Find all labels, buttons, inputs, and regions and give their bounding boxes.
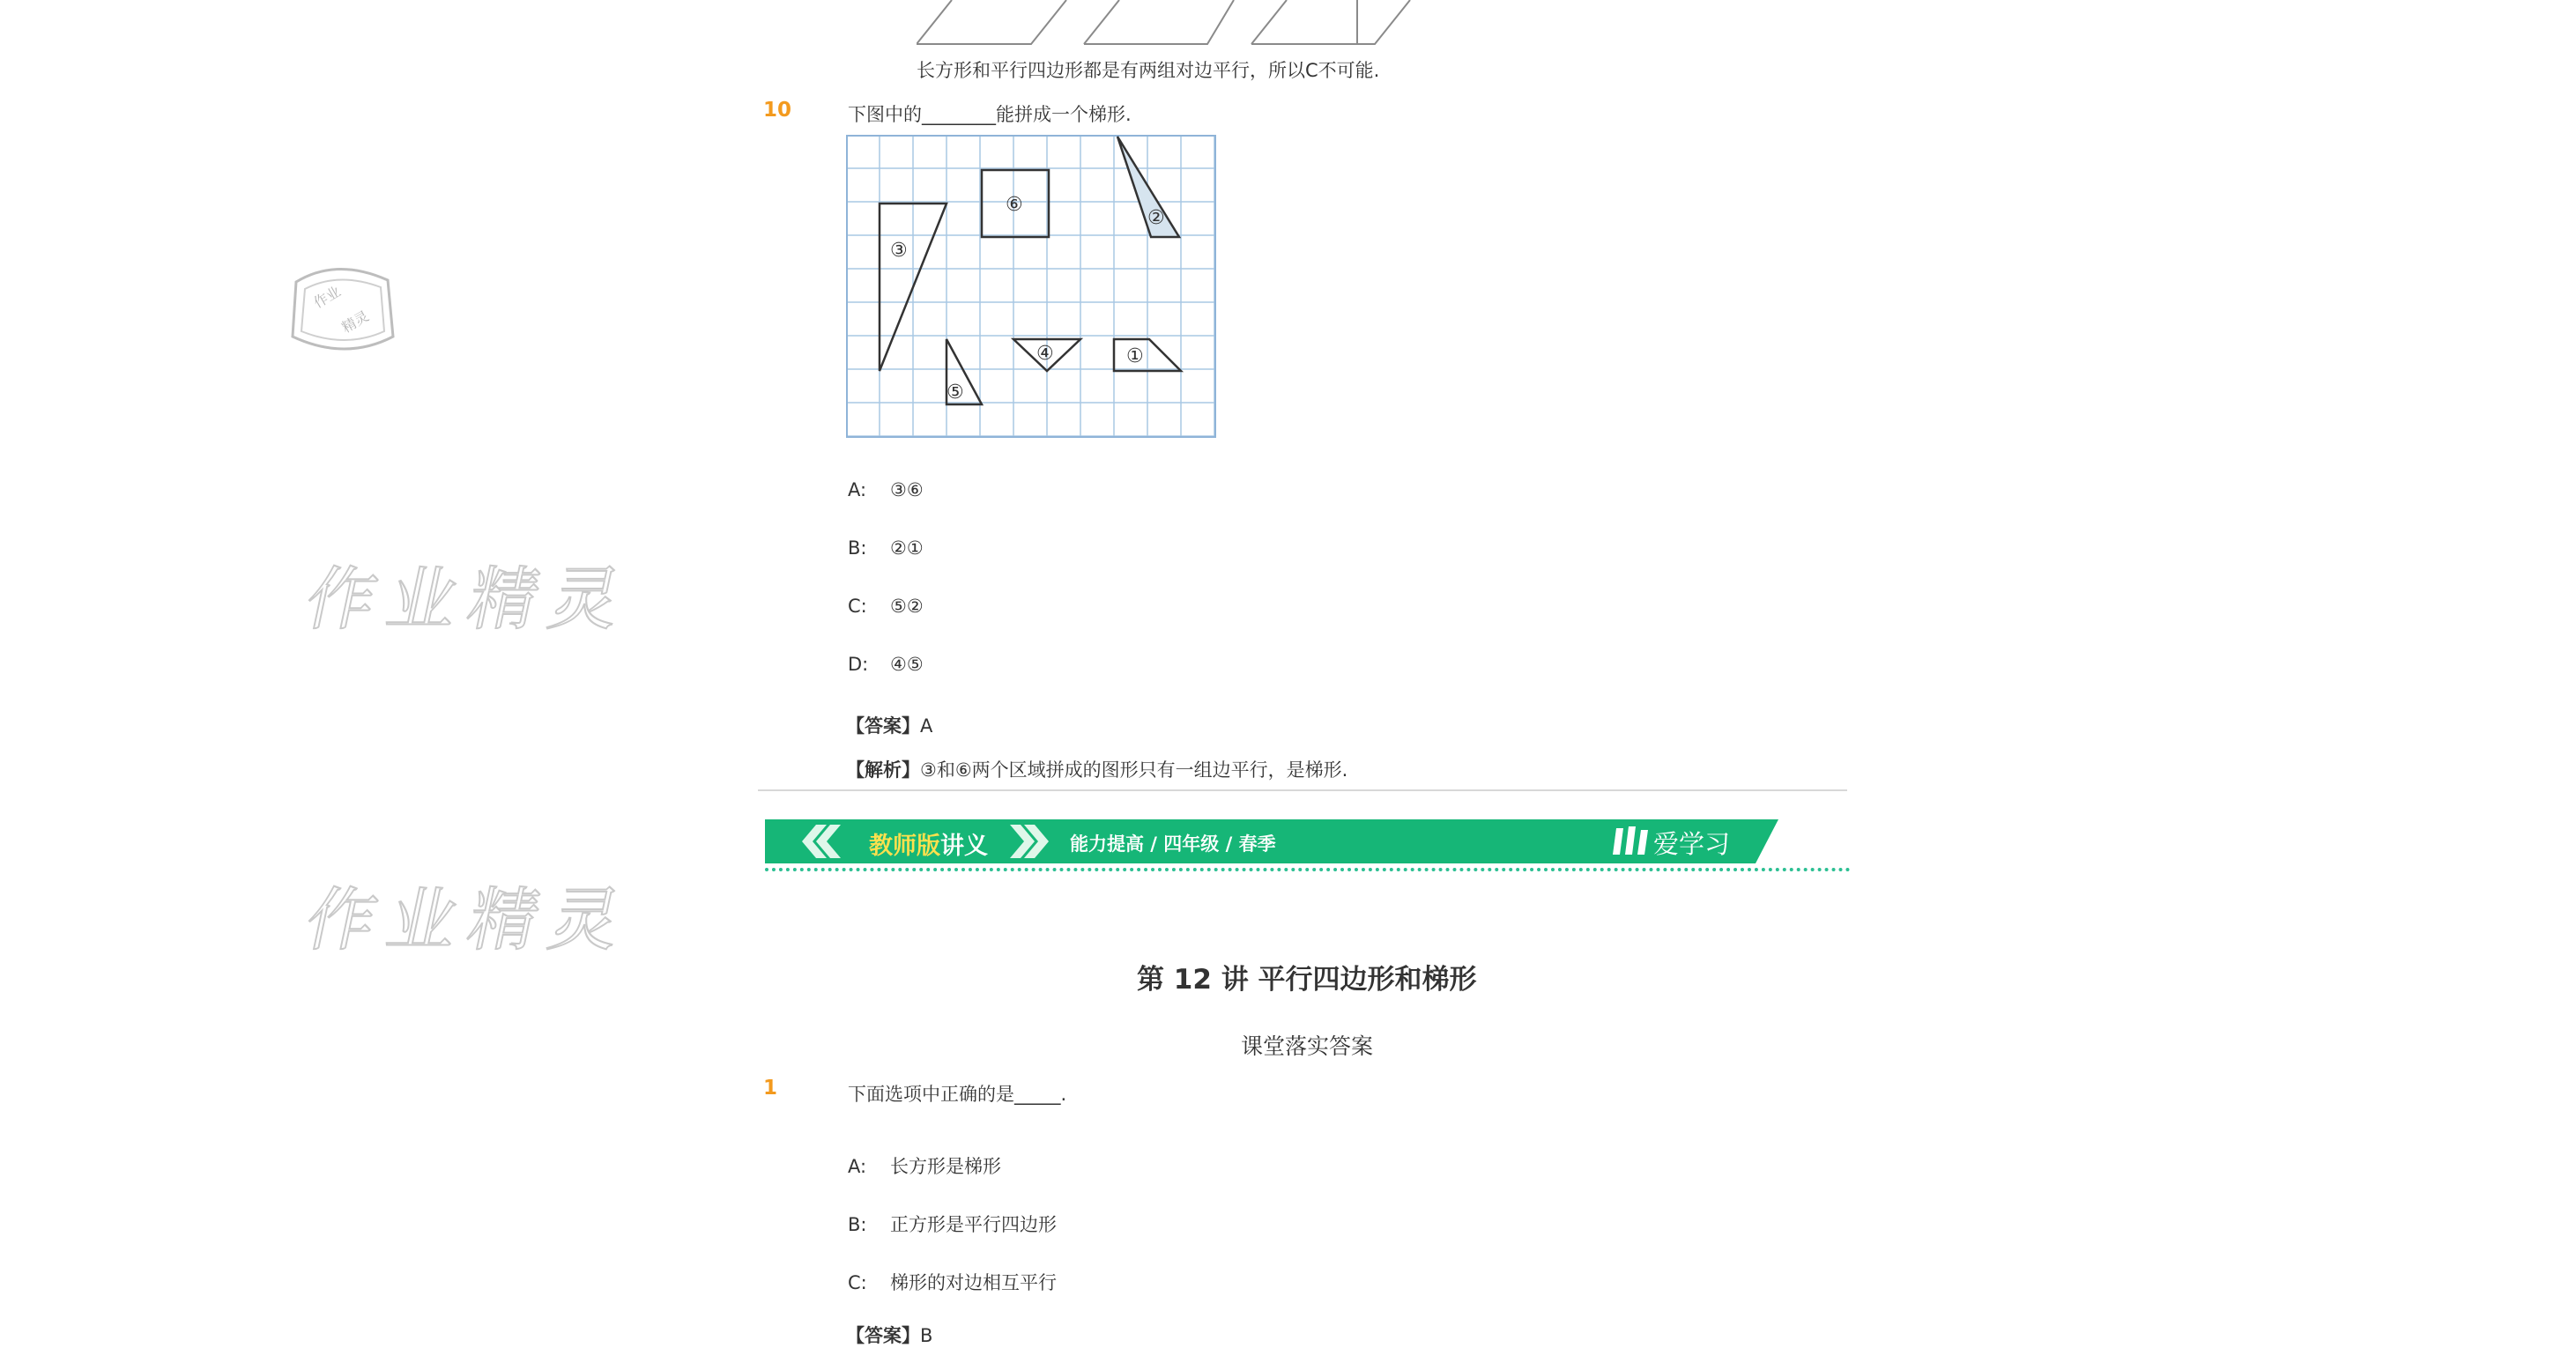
shape-2-label: ② [1147, 207, 1165, 229]
shape-3-label: ③ [890, 240, 908, 262]
section-subtitle: 课堂落实答案 [1241, 1033, 1374, 1059]
banner-title: 教师版讲义 [869, 833, 988, 860]
question-text: 下图中的________能拼成一个梯形. [848, 104, 1132, 125]
shape-1-label: ① [1126, 345, 1144, 367]
question-1-number: 1 [763, 1077, 778, 1100]
q1-option-c: C: 梯形的对边相互平行 [848, 1272, 1057, 1293]
watermark-text-1: 作业精灵 [298, 560, 641, 640]
question-number: 10 [763, 99, 792, 122]
section-title: 第 12 讲 平行四边形和梯形 [1137, 964, 1477, 996]
shape-6-label: ⑥ [1006, 194, 1023, 216]
banner-brand: 爱学习 [1653, 829, 1731, 859]
divider [758, 789, 1847, 791]
svg-text:精灵: 精灵 [338, 307, 372, 337]
q1-answer-line: 【答案】B [846, 1325, 933, 1346]
prev-figures [917, 0, 1419, 49]
shape-5-label: ⑤ [947, 381, 964, 404]
q1-option-a: A: 长方形是梯形 [848, 1156, 1001, 1177]
banner [765, 819, 1778, 863]
prev-note: 长方形和平行四边形都是有两组对边平行，所以C不可能. [917, 60, 1380, 81]
option-c: C: ⑤② [848, 596, 924, 617]
watermark-seal [284, 263, 400, 356]
analysis-line: 【解析】③和⑥两个区域拼成的图形只有一组边平行，是梯形. [846, 759, 1348, 781]
option-b: B: ②① [848, 537, 924, 559]
grid-figure [846, 135, 1221, 441]
shape-4-label: ④ [1036, 343, 1054, 365]
option-d: D: ④⑤ [848, 654, 924, 675]
answer-line: 【答案】A [846, 715, 933, 737]
banner-dotted-line [765, 868, 1851, 871]
q1-option-b: B: 正方形是平行四边形 [848, 1214, 1057, 1235]
watermark-text-2: 作业精灵 [298, 881, 641, 960]
banner-subtitle: 能力提高 / 四年级 / 春季 [1070, 833, 1276, 855]
question-1-text: 下面选项中正确的是_____. [848, 1084, 1067, 1105]
svg-text:作业: 作业 [310, 283, 344, 312]
option-a: A: ③⑥ [848, 479, 924, 500]
